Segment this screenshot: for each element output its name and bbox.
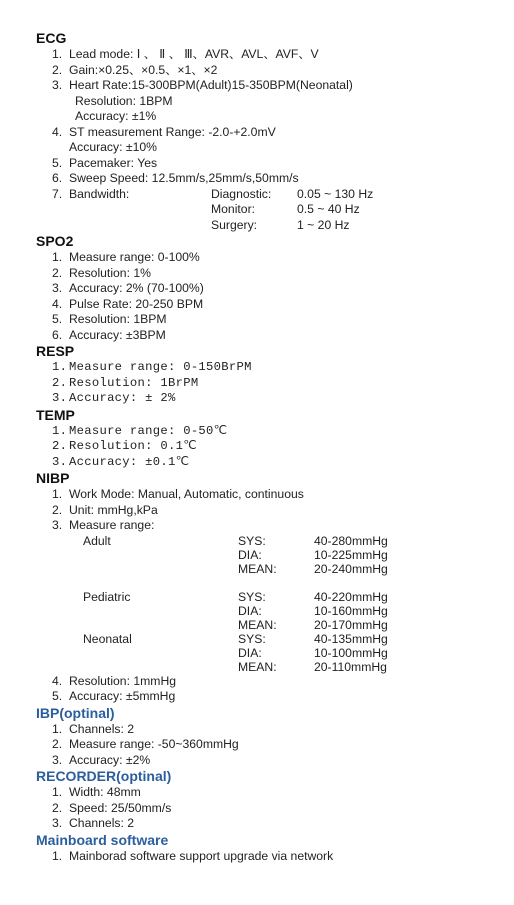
bandwidth-row: Bandwidth: Diagnostic: 0.05 ~ 130 Hz [69,186,374,201]
ecg-item-heart-rate: 3. Heart Rate:15-300BPM(Adult)15-350BPM(Neonatal) Resolution: 1BPM Accuracy: ±1% [52,78,514,125]
bandwidth-mode: Diagnostic: [211,186,272,201]
section-nibp [36,470,514,705]
bandwidth-range: 0.05 ~ 130 Hz [297,186,374,201]
nibp-range-table [83,534,514,674]
bandwidth-mode: Monitor: [211,202,256,216]
temp-item: 3. Accuracy: ±0.1℃ [52,454,190,469]
ibp-item: 1. Channels: 2 [52,721,135,736]
spo2-item: 5. Resolution: 1BPM [52,312,167,326]
resp-item: 3. Accuracy: ± 2% [52,391,176,405]
nibp-category: Pediatric [83,589,131,604]
ecg-hr-resolution: Resolution: 1BPM [75,93,173,108]
section-ibp [36,705,514,769]
bandwidth-row [69,202,514,218]
ecg-item-lead-mode: 1. Lead mode: Ⅰ 、 Ⅱ 、 Ⅲ、AVR、AVL、AVF、V [52,47,319,61]
section-title-ecg: ECG [36,30,67,46]
section-mainboard [36,832,514,865]
temp-item: 2. Resolution: 0.1℃ [52,439,198,453]
nibp-range-row: MEAN: 20-170mmHg [238,617,388,632]
nibp-range-row: DIA: 10-100mmHg [238,645,388,660]
resp-item: 2. Resolution: 1BrPM [52,375,199,390]
nibp-category: Neonatal [83,631,132,646]
section-temp [36,407,514,471]
resp-item: 1. Measure range: 0-150BrPM [52,360,252,374]
section-title-ibp: IBP(optinal) [36,704,115,721]
ecg-item-sweep-speed: 6. Sweep Speed: 12.5mm/s,25mm/s,50mm/s [52,171,299,185]
section-title-nibp: NIBP [36,470,70,486]
ibp-item: 3. Accuracy: ±2% [52,752,151,767]
nibp-item: 1. Work Mode: Manual, Automatic, continuous [52,487,304,501]
spo2-item: 6. Accuracy: ±3BPM [52,327,166,342]
spo2-item: 2. Resolution: 1% [52,265,151,280]
ecg-item-gain: 2. Gain:×0.25、×0.5、×1、×2 [52,62,218,77]
spo2-item: 1. Measure range: 0-100% [52,250,200,264]
nibp-item: 3. Measure range: [52,518,155,532]
ecg-st-accuracy: Accuracy: ±10% [69,140,157,154]
nibp-range-row: Neonatal SYS: 40-135mmHg [83,631,388,646]
nibp-range-row: DIA: 10-160mmHg [238,603,388,618]
section-spo2 [36,233,514,343]
section-title-spo2: SPO2 [36,233,74,249]
section-title-resp: RESP [36,343,75,359]
spo2-item: 4. Pulse Rate: 20-250 BPM [52,296,204,311]
ecg-hr-accuracy: Accuracy: ±1% [75,109,157,123]
ecg-item-pacemaker: 5. Pacemaker: Yes [52,155,158,170]
ibp-item: 2. Measure range: -50~360mmHg [52,737,239,751]
nibp-item: 2. Unit: mmHg,kPa [52,502,158,517]
bandwidth-range: 0.5 ~ 40 Hz [297,202,360,216]
bandwidth-row [69,218,514,234]
nibp-range-row: Pediatric SYS: 40-220mmHg [83,589,388,604]
nibp-range-row: Adult SYS: 40-280mmHg [83,533,388,548]
nibp-item: 4. Resolution: 1mmHg [52,673,177,688]
nibp-range-row: MEAN: 20-110mmHg [238,659,387,674]
mainboard-item: 1. Mainborad software support upgrade via network [52,848,334,863]
nibp-range-row: DIA: 10-225mmHg [238,547,388,562]
spo2-item: 3. Accuracy: 2% (70-100%) [52,281,204,295]
recorder-item: 2. Speed: 25/50mm/s [52,800,172,815]
recorder-item: 3. Channels: 2 [52,816,135,830]
recorder-item: 1. Width: 48mm [52,785,141,799]
nibp-category: Adult [83,533,111,548]
bandwidth-range: 1 ~ 20 Hz [297,217,350,232]
section-title-recorder: RECORDER(optinal) [36,768,172,784]
section-title-mainboard: Mainboard software [36,831,169,848]
ecg-item-bandwidth: 7. Bandwidth: Diagnostic: 0.05 ~ 130 Hz Monitor: 0.5 ~ 40 Hz Surgery: 1 ~ 20 Hz [52,187,514,234]
section-ecg [36,30,514,233]
nibp-range-row: MEAN: 20-240mmHg [238,561,388,576]
section-recorder [36,768,514,832]
nibp-item: 5. Accuracy: ±5mmHg [52,689,176,703]
temp-item: 1. Measure range: 0-50℃ [52,423,228,438]
section-title-temp: TEMP [36,406,75,423]
section-resp [36,343,514,407]
bandwidth-mode: Surgery: [211,217,258,232]
ecg-item-st-range: 4. ST measurement Range: -2.0-+2.0mV Accuracy: ±10% [52,125,514,156]
